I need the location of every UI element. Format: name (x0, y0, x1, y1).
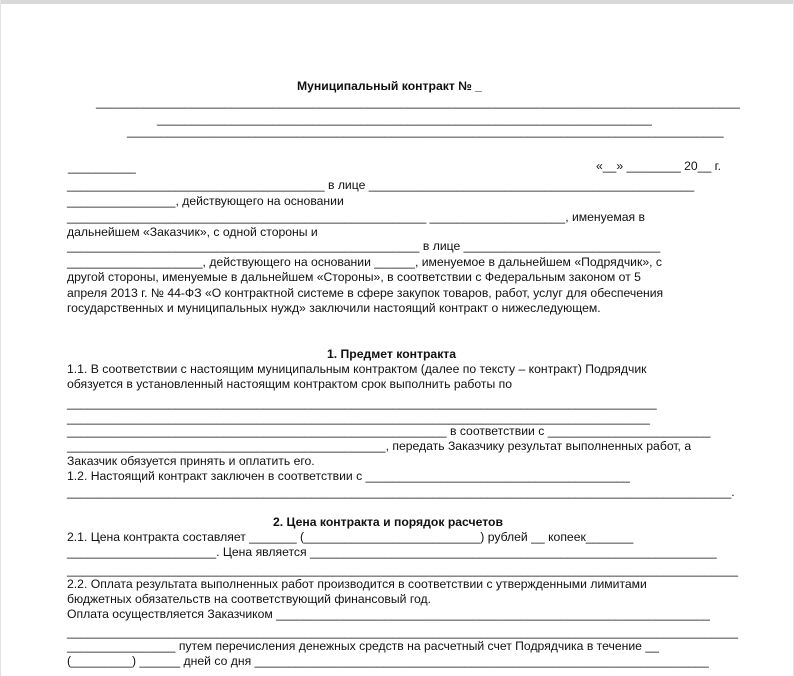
preamble-line: ________________, действующего на основании (67, 194, 344, 208)
section-2-line: Оплата осуществляется Заказчиком ________________________________________________________________ (67, 607, 710, 621)
preamble-line: государственных и муниципальных нужд» заключили настоящий контракт о нижеследующем. (67, 301, 601, 315)
preamble-line: ____________________, действующего на основании ______, именуемое в дальнейшем «Подрядчик», с (67, 255, 662, 269)
section-1-line: _______________________________________________________________________________________ (67, 396, 657, 410)
section-1-line: _______________________________________________, передать Заказчику результат выполненных работ, а (67, 439, 692, 453)
section-1-line: __________________________________________________________________________________________________. (67, 485, 735, 499)
section-1-heading: 1. Предмет контракта (327, 347, 457, 361)
section-1-line: ________________________________________________________ в соответствии с ________________________ (67, 424, 711, 438)
header-rule-2: _________________________________________________________________________ (157, 112, 652, 126)
section-2-heading: 2. Цена контракта и порядок расчетов (273, 515, 503, 529)
preamble-line: ____________________________________________________ в лице _____________________________ (67, 239, 661, 253)
section-2-line: ________________ путем перечисления денежных средств на расчетный счет Подрядчика в течение __ (67, 639, 659, 653)
top-frame-border (0, 0, 794, 4)
preamble-line: _____________________________________________________ ____________________, именуемая в (67, 210, 646, 224)
section-2-line: ______________________. Цена является ____________________________________________________________ (67, 545, 717, 559)
section-1-line: 1.1. В соответствии с настоящим муниципальным контрактом (далее по тексту – контракт) Подрядчик (67, 362, 647, 376)
section-2-line: 2.2. Оплата результата выполненных работ производится в соответствии с утвержденными лимитами (67, 577, 647, 591)
section-1-line: обязуется в установленный настоящим контрактом срок выполнить работы по (67, 377, 512, 391)
section-2-line: бюджетных обязательств на соответствующий финансовый год. (67, 592, 432, 606)
section-1-line: Заказчик обязуется принять и оплатить его. (67, 454, 315, 468)
contract-title: Муниципальный контракт № _ (297, 79, 482, 93)
header-rule-3: ________________________________________________________________________________________ (127, 124, 724, 138)
section-2-line: ___________________________________________________________________________________________________ (67, 625, 739, 639)
place-blank: __________ (68, 160, 136, 174)
preamble-line: ______________________________________ в лице ________________________________________________ (67, 178, 695, 192)
section-2-line: (_________) ______ дней со дня ___________________________________________________________________ (67, 654, 709, 668)
section-1-line: 1.2. Настоящий контракт заключен в соответствии с _______________________________________ (67, 469, 630, 483)
date-line: «__» ________ 20__ г. (596, 159, 721, 173)
section-2-line: 2.1. Цена контракта составляет _______ (__________________________) рублей __ копеек_______ (67, 530, 634, 544)
section-2-line: ___________________________________________________________________________________________________ (67, 563, 739, 577)
preamble-line: другой стороны, именуемые в дальнейшем «Стороны», в соответствии с Федеральным законом от 5 (67, 270, 641, 284)
section-1-line: ______________________________________________________________________________________ (67, 411, 650, 425)
preamble-line: дальнейшем «Заказчик», с одной стороны и (67, 225, 318, 239)
left-frame-border (0, 0, 1, 676)
preamble-line: апреля 2013 г. № 44-ФЗ «О контрактной системе в сфере закупок товаров, работ, услуг для обеспечения (67, 286, 664, 300)
header-rule-1: _______________________________________________________________________________________________ (96, 95, 740, 109)
